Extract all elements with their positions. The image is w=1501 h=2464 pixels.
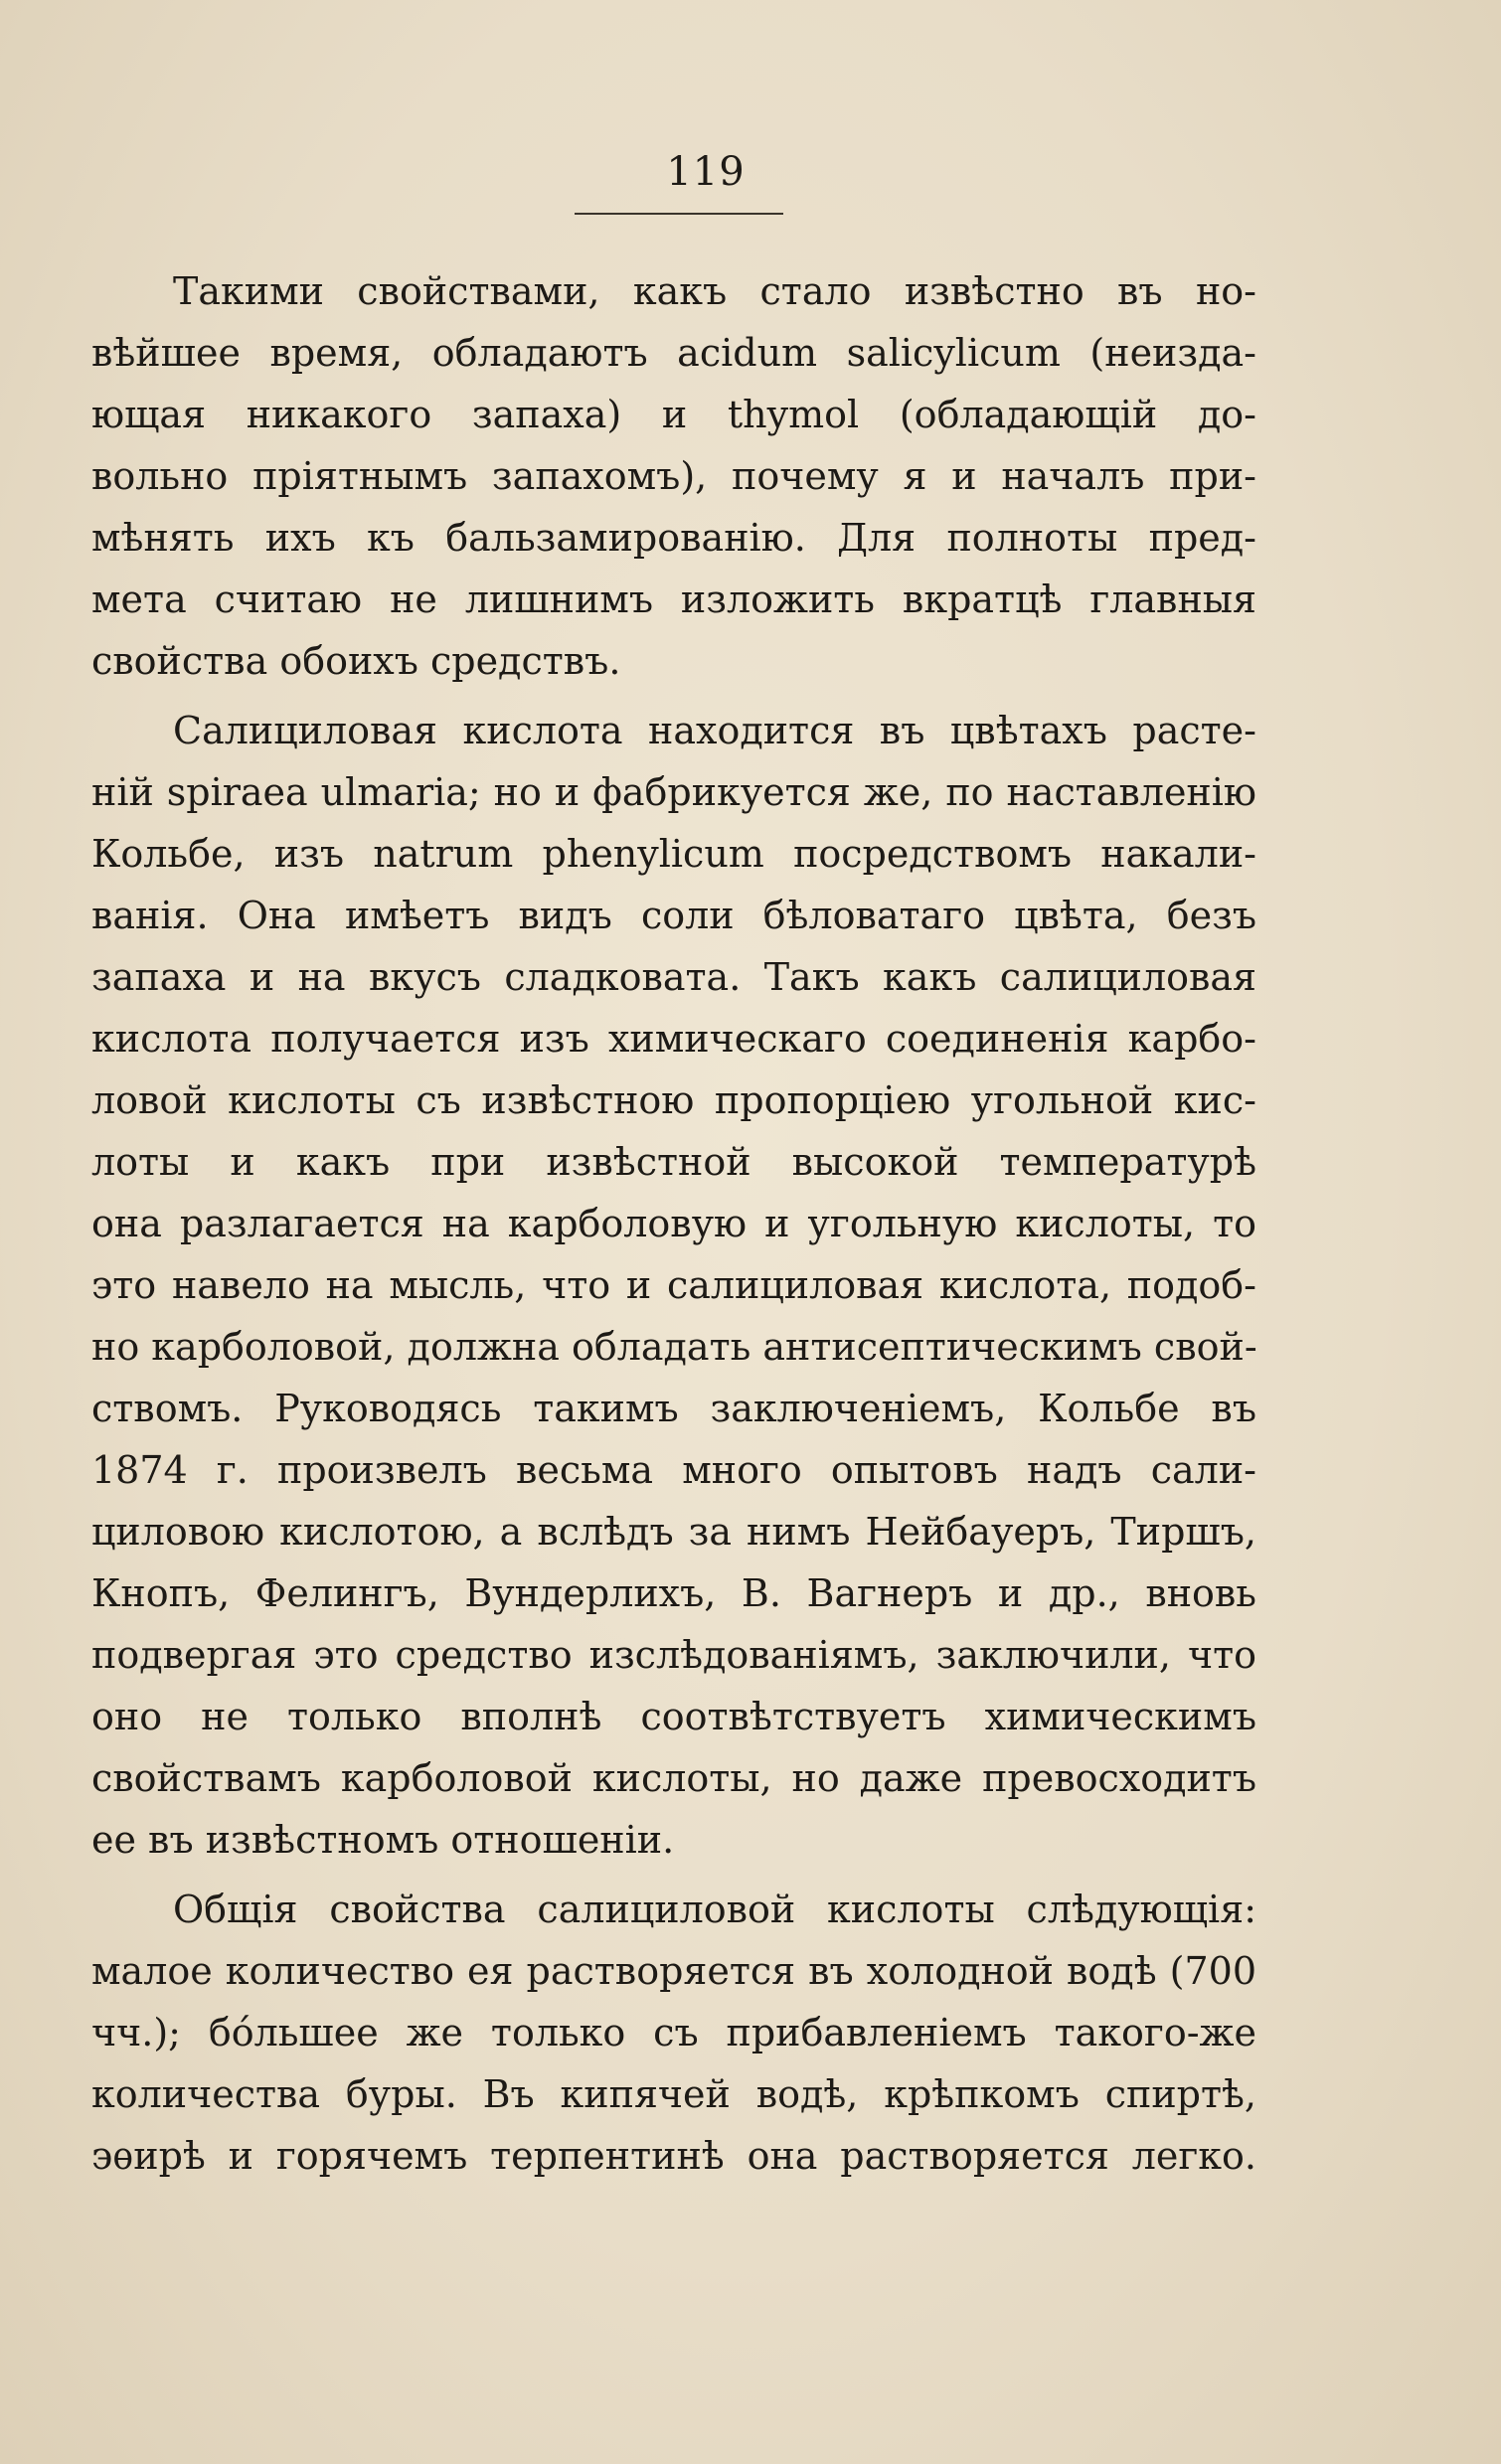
text-line: ее въ извѣстномъ отношеніи.	[91, 1818, 675, 1862]
text-line: Кольбе, изъ natrum phenylicum посредствомъ накали-	[91, 832, 1256, 876]
text-line: вольно пріятнымъ запахомъ), почему я и началъ при-	[91, 454, 1256, 498]
text-line: свойства обоихъ средствъ.	[91, 639, 621, 683]
text-line: она разлагается на карболовую и угольную кислоты, то	[91, 1202, 1256, 1245]
page-number: 119	[666, 149, 746, 195]
text-line: мета считаю не лишнимъ изложить вкратцѣ главныя	[91, 577, 1256, 621]
text-line: ющая никакого запаха) и thymol (обладающій до-	[91, 393, 1256, 436]
text-line: Общія свойства салициловой кислоты слѣдующія:	[173, 1888, 1256, 1931]
text-line: мѣнять ихъ къ бальзамированію. Для полноты пред-	[91, 516, 1256, 560]
text-line: лоты и какъ при извѣстной высокой температурѣ	[91, 1140, 1256, 1184]
text-line: Кнопъ, Фелингъ, Вундерлихъ, В. Вагнеръ и др., вновь	[91, 1571, 1256, 1615]
text-line: 1874 г. произвелъ весьма много опытовъ надъ сали-	[91, 1448, 1256, 1492]
paragraph-1	[91, 260, 1256, 692]
text-line: Салициловая кислота находится въ цвѣтахъ расте-	[173, 709, 1256, 752]
page-number-rule	[575, 213, 783, 215]
text-line: ствомъ. Руководясь такимъ заключеніемъ, Кольбе въ	[91, 1387, 1256, 1430]
text-line: запаха и на вкусъ сладковата. Такъ какъ салициловая	[91, 955, 1256, 999]
text-line: ловой кислоты съ извѣстною пропорціею угольной кис-	[91, 1078, 1256, 1122]
paragraph-2	[91, 700, 1256, 1871]
text-line: чч.); бóльшее же только съ прибавленіемъ такого-же	[91, 2011, 1256, 2054]
text-line: свойствамъ карболовой кислоты, но даже превосходитъ	[91, 1756, 1256, 1800]
text-line: но карболовой, должна обладать антисептическимъ свой-	[91, 1325, 1257, 1369]
text-line: ванія. Она имѣетъ видъ соли бѣловатаго цвѣта, безъ	[91, 894, 1256, 937]
text-line: количества буры. Въ кипячей водѣ, крѣпкомъ спиртѣ,	[91, 2072, 1256, 2116]
text-line: кислота получается изъ химическаго соединенія карбо-	[91, 1017, 1256, 1061]
text-line: малое количество ея растворяется въ холодной водѣ (700	[91, 1949, 1256, 1993]
text-line: ній spiraea ulmaria; но и фабрикуется же, по наставленію	[91, 770, 1256, 814]
text-line: это навело на мысль, что и салициловая кислота, подоб-	[91, 1263, 1256, 1307]
text-line: циловою кислотою, а вслѣдъ за нимъ Нейбауеръ, Тиршъ,	[91, 1510, 1256, 1554]
text-line: оно не только вполнѣ соотвѣтствуетъ химическимъ	[91, 1695, 1256, 1738]
text-line: Такими свойствами, какъ стало извѣстно въ но-	[173, 269, 1256, 313]
text-line: эѳирѣ и горячемъ терпентинѣ она растворяется легко.	[91, 2134, 1256, 2178]
body-text	[91, 260, 1256, 2187]
text-line: вѣйшее время, обладаютъ acidum salicylicum (неизда-	[91, 331, 1256, 375]
text-line: подвергая это средство изслѣдованіямъ, заключили, что	[91, 1633, 1256, 1677]
paragraph-3	[91, 1879, 1256, 2187]
